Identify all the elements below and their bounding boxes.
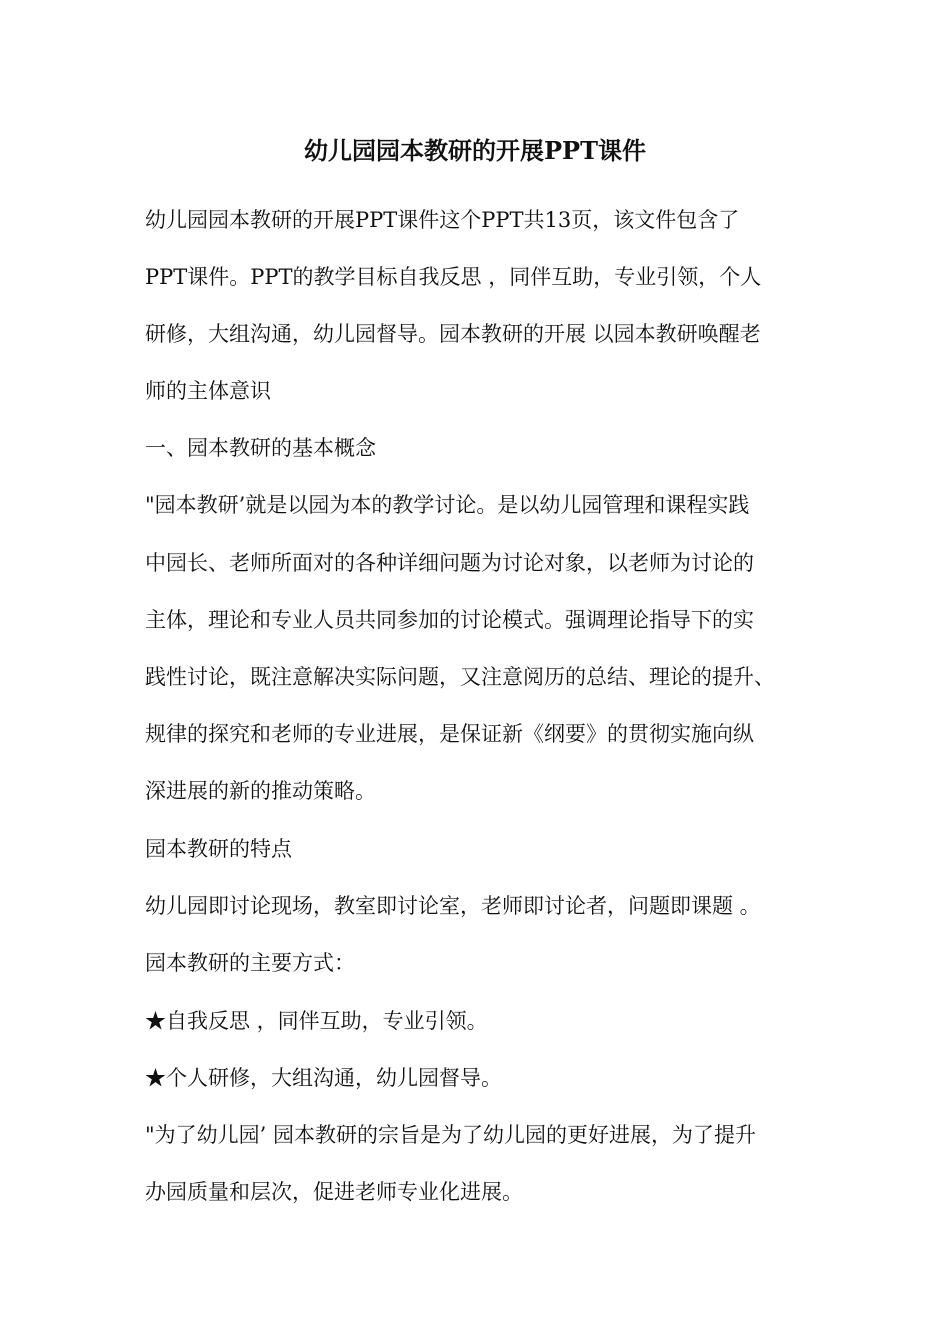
methods-heading: 园本教研的主要方式： (145, 951, 355, 975)
definition-line: "园本教研’就是以园为本的教学讨论。是以幼儿园管理和课程实践 (145, 493, 750, 517)
definition-line: 规律的探究和老师的专业进展，是保证新《纲要》的贯彻实施向纵 (145, 722, 754, 746)
method-item: ★个人研修，大组沟通，幼儿园督导。 (145, 1066, 502, 1090)
intro-line: 研修，大组沟通，幼儿园督导。园本教研的开展 以园本教研唤醒老 (145, 322, 761, 346)
intro-line: 幼儿园园本教研的开展PPT课件这个PPT共13页，该文件包含了 (145, 208, 740, 232)
page-title: 幼儿园园本教研的开展PPT课件 (304, 136, 646, 165)
definition-line: 深进展的新的推动策略。 (145, 779, 376, 803)
definition-line: 中园长、老师所面对的各种详细问题为讨论对象，以老师为讨论的 (145, 551, 754, 575)
intro-line: 师的主体意识 (145, 379, 271, 403)
purpose-line: "为了幼儿园’ 园本教研的宗旨是为了幼儿园的更好进展，为了提升 (145, 1123, 757, 1147)
purpose-line: 办园质量和层次，促进老师专业化进展。 (145, 1180, 523, 1204)
method-item: ★自我反思 ，同伴互助，专业引领。 (145, 1009, 488, 1033)
definition-line: 践性讨论，既注意解决实际问题，又注意阅历的总结、理论的提升、 (145, 665, 775, 689)
features-heading: 园本教研的特点 (145, 837, 292, 861)
intro-line: PPT课件。PPT的教学目标自我反思 ，同伴互助，专业引领，个人 (145, 265, 762, 289)
section-heading: 一、园本教研的基本概念 (145, 436, 376, 460)
features-text: 幼儿园即讨论现场，教室即讨论室，老师即讨论者，问题即课题 。 (145, 894, 761, 918)
definition-line: 主体，理论和专业人员共同参加的讨论模式。强调理论指导下的实 (145, 608, 754, 632)
